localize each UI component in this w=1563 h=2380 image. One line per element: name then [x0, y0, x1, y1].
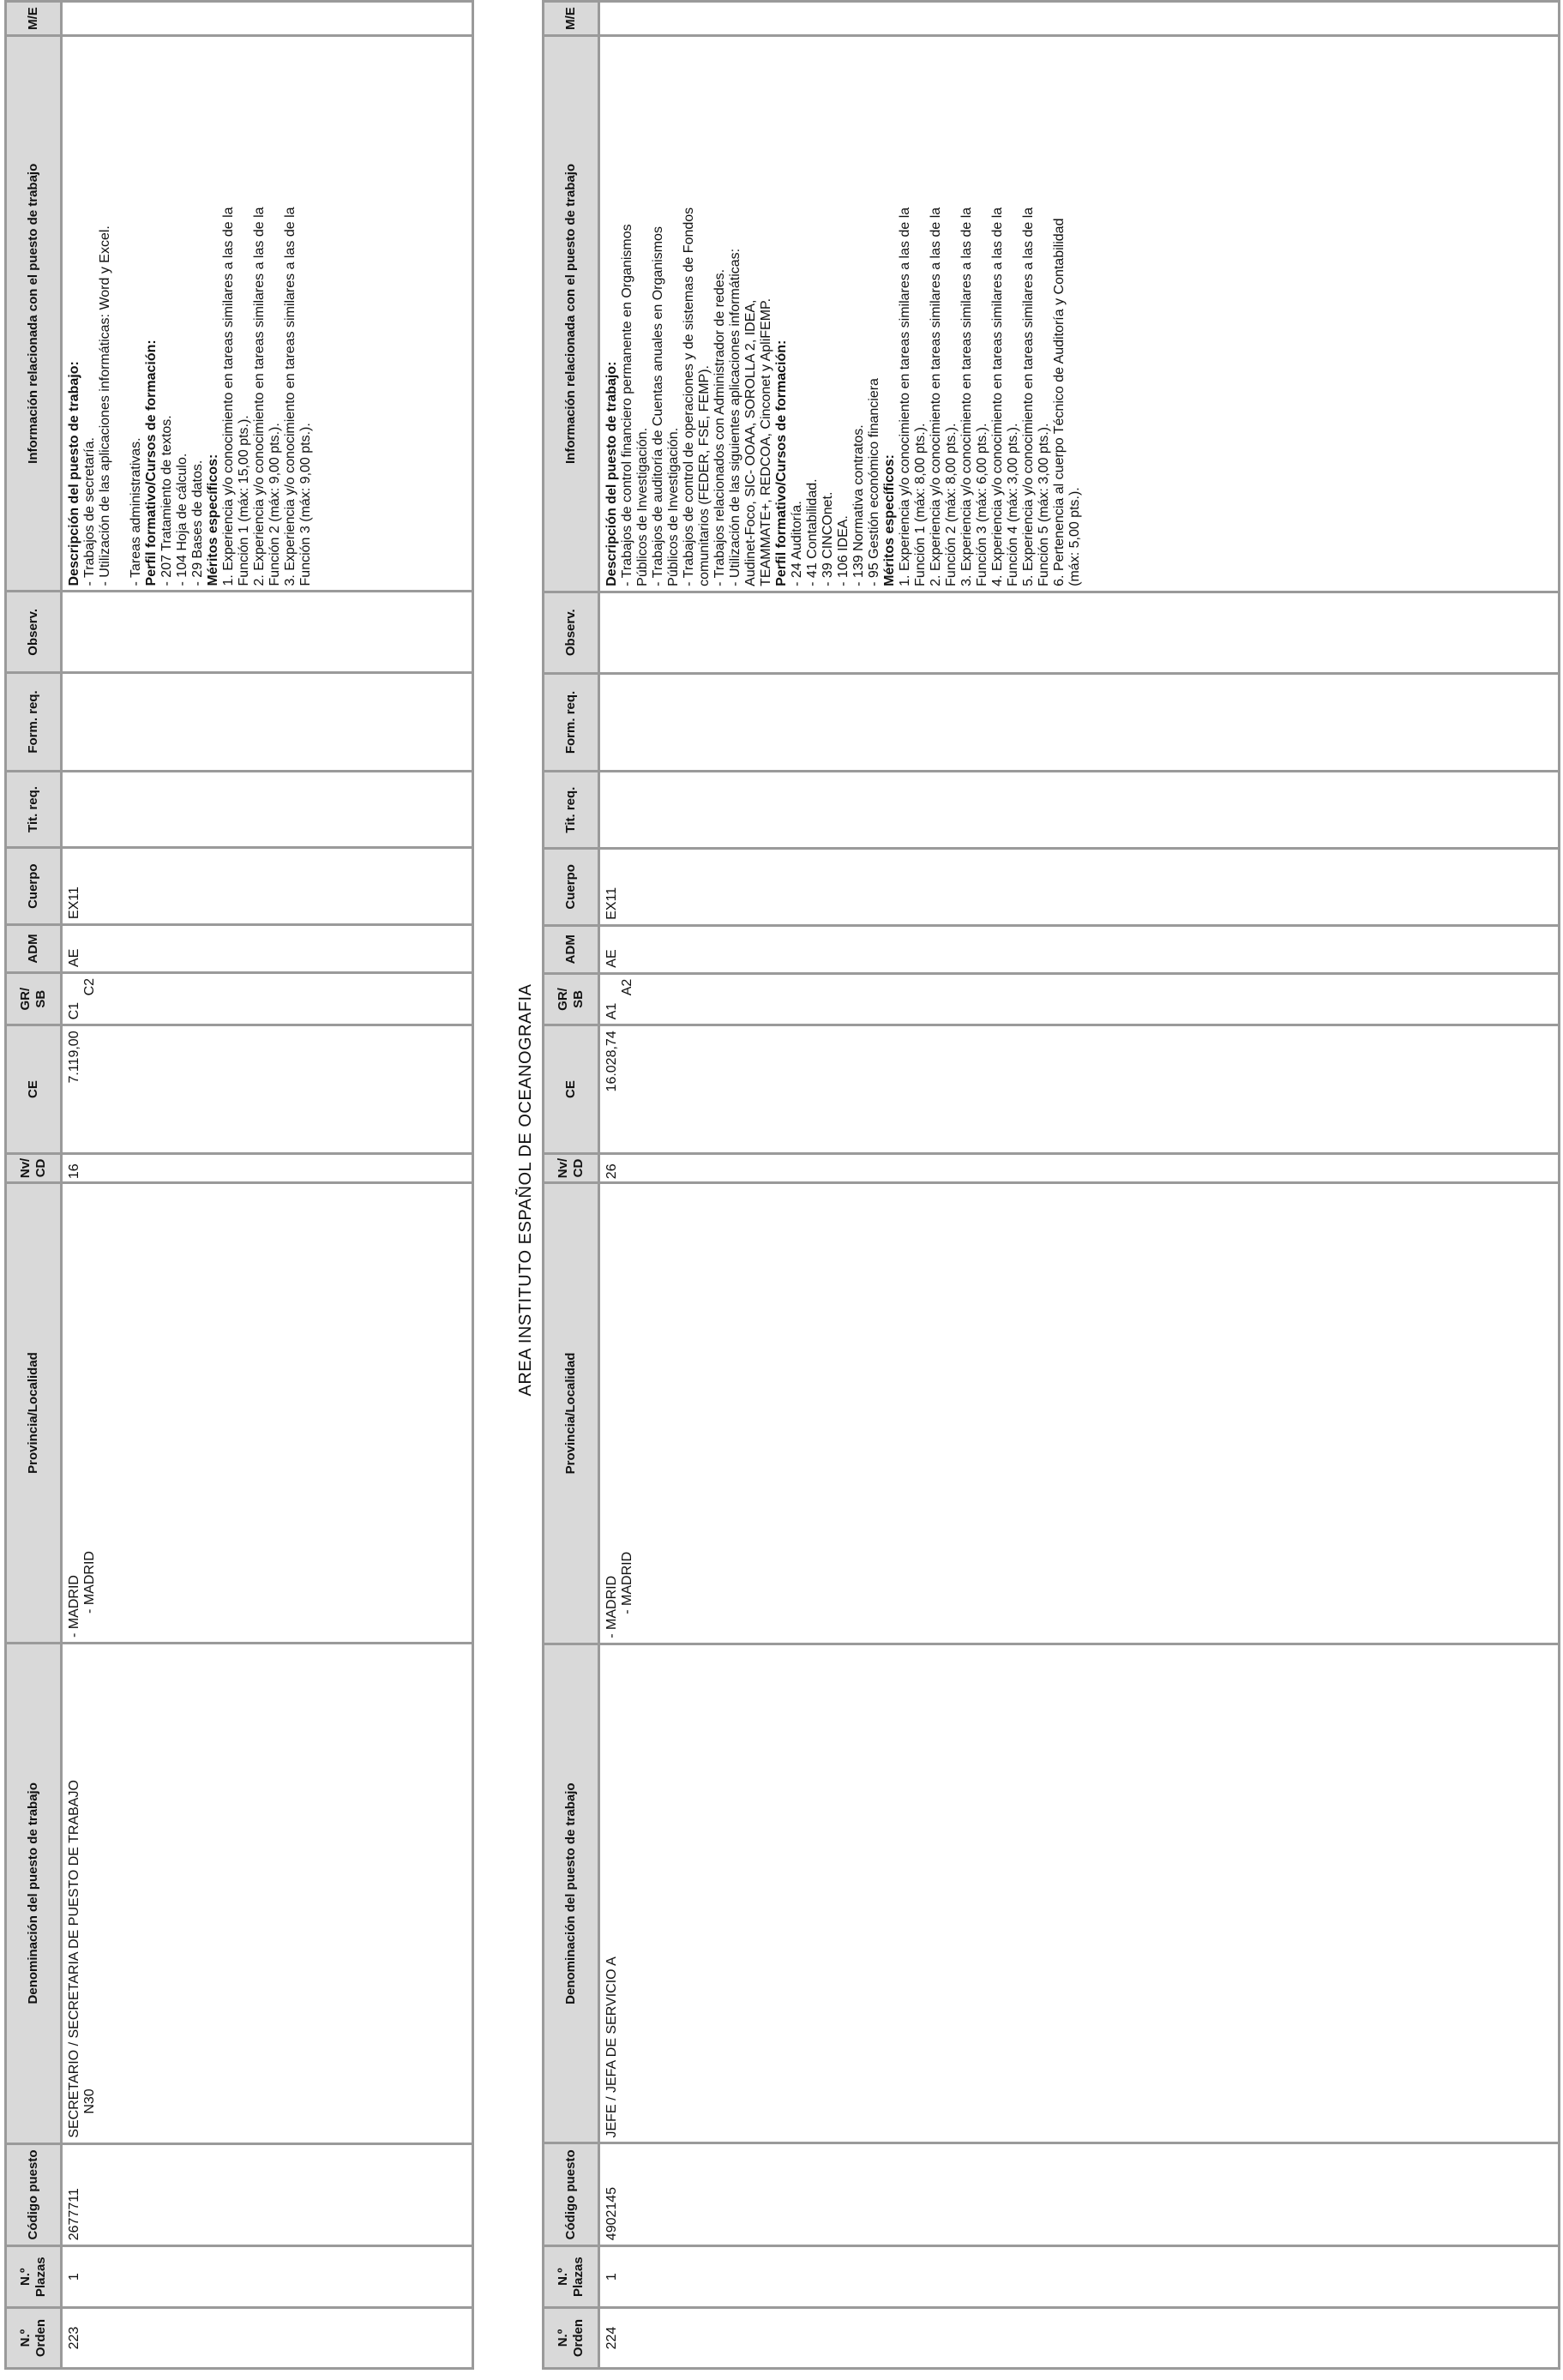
header-observ: Observ. [544, 592, 599, 673]
cell-provincia: - MADRID - MADRID [62, 1183, 473, 1644]
header-ce: CE [6, 1025, 62, 1153]
header-plazas: N.º Plazas [6, 2246, 62, 2308]
info-line: comunitarios (FEDER, FSE, FEMP). [697, 365, 712, 586]
info-section-heading: Descripción del puesto de trabajo: [67, 361, 81, 586]
header-provincia: Provincia/Localidad [6, 1183, 62, 1644]
header-cuerpo: Cuerpo [544, 848, 599, 925]
info-section-heading: Perfil formativo/Cursos de formación: [774, 340, 789, 586]
info-line: - 139 Normativa contratos. [851, 424, 866, 586]
position-table-223 [4, 0, 474, 2370]
info-section-heading: Méritos específicos: [882, 454, 897, 586]
info-line: - 39 CINCOnet. [821, 491, 835, 586]
info-line: 6. Pertenencia al cuerpo Técnico de Auditoría y Contabilidad [1052, 218, 1067, 586]
cell-codigo: 2677711 [62, 2143, 473, 2246]
info-line: Función 2 (máx: 9,00 pts.). [268, 423, 282, 586]
cell-codigo: 4902145 [599, 2143, 1560, 2246]
header-adm: ADM [544, 925, 599, 973]
info-line: Función 3 (máx: 9,00 pts.). [298, 423, 313, 586]
header-ce: CE [544, 1025, 599, 1154]
header-titreq: Tit. req. [544, 772, 599, 849]
header-me: M/E [544, 2, 599, 36]
info-section-heading: Descripción del puesto de trabajo: [604, 361, 619, 586]
cell-grsb: C1 C2 [62, 972, 473, 1025]
header-adm: ADM [6, 925, 62, 973]
cell-observ [599, 592, 1560, 673]
header-grsb: GR/ SB [544, 973, 599, 1025]
header-plazas: N.º Plazas [544, 2246, 599, 2308]
header-cuerpo: Cuerpo [6, 848, 62, 925]
cell-ce: 16.028,74 [599, 1025, 1560, 1154]
header-row [6, 2, 62, 2369]
cell-nvcd: 26 [599, 1153, 1560, 1182]
info-section-heading: Perfil formativo/Cursos de formación: [144, 340, 159, 586]
header-codigo: Código puesto [544, 2143, 599, 2246]
info-line: Audinet-Foco, SIC- OOAA, SOROLLA 2, IDEA, [743, 299, 758, 586]
info-line: - 95 Gestión económico financiera [867, 378, 881, 586]
info-line: 3. Experiencia y/o conocimiento en tareas similares a las de la [959, 207, 974, 586]
header-formreq: Form. req. [6, 673, 62, 771]
info-line: 1. Experiencia y/o conocimiento en tareas similares a las de la [221, 207, 236, 586]
area-title: AREA INSTITUTO ESPAÑOL DE OCEANOGRAFIA [516, 983, 535, 1397]
cell-formreq [62, 673, 473, 771]
info-line: - Trabajos relacionados con Administrador de redes. [712, 268, 727, 586]
info-line: 5. Experiencia y/o conocimiento en tareas similares a las de la [1021, 207, 1036, 586]
info-line: 2. Experiencia y/o conocimiento en tareas similares a las de la [929, 207, 943, 586]
cell-orden: 223 [62, 2308, 473, 2369]
cell-formreq [599, 673, 1560, 772]
info-line: - 41 Contabilidad. [805, 478, 820, 586]
cell-denominacion: JEFE / JEFA DE SERVICIO A [599, 1644, 1560, 2143]
table-row [62, 2, 473, 2369]
info-line: 4. Experiencia y/o conocimiento en tareas similares a las de la [990, 207, 1005, 586]
header-orden: N.º Orden [6, 2308, 62, 2369]
cell-observ [62, 592, 473, 673]
info-line: Función 5 (máx: 3,00 pts.). [1037, 423, 1051, 586]
info-line: Públicos de Investigación. [635, 427, 650, 586]
cell-info [599, 36, 1560, 592]
info-line: 3. Experiencia y/o conocimiento en tareas similares a las de la [283, 207, 298, 586]
cell-info [62, 36, 473, 592]
header-formreq: Form. req. [544, 673, 599, 772]
info-line: Públicos de Investigación. [666, 427, 681, 586]
info-line: - Trabajos de secretaría. [82, 437, 97, 586]
info-line: - 104 Hoja de cálculo. [175, 453, 189, 586]
header-orden: N.º Orden [544, 2308, 599, 2369]
info-line: - Trabajos de control de operaciones y de sistemas de Fondos [682, 207, 696, 586]
cell-cuerpo: EX11 [62, 848, 473, 925]
info-line: Función 1 (máx: 8,00 pts.). [913, 423, 928, 586]
cell-grsb: A1 A2 [599, 973, 1560, 1025]
header-observ: Observ. [6, 592, 62, 673]
cell-cuerpo: EX11 [599, 848, 1560, 925]
header-info: Información relacionada con el puesto de trabajo [544, 36, 599, 592]
header-nvcd: Nv/ CD [6, 1153, 62, 1182]
info-line: (máx: 5,00 pts.). [1067, 487, 1082, 586]
cell-denominacion: SECRETARIO / SECRETARIA DE PUESTO DE TRABAJO N30 [62, 1643, 473, 2143]
cell-provincia: - MADRID - MADRID [599, 1183, 1560, 1644]
position-table-224 [542, 0, 1560, 2370]
info-line: - 29 Bases de datos. [190, 460, 205, 586]
info-section-heading: Méritos específicos: [206, 454, 220, 586]
header-nvcd: Nv/ CD [544, 1153, 599, 1182]
cell-plazas: 1 [599, 2246, 1560, 2308]
info-line [113, 41, 129, 586]
info-line: - Utilización de las aplicaciones informáticas: Word y Excel. [98, 225, 112, 586]
header-me: M/E [6, 2, 62, 36]
header-grsb: GR/ SB [6, 972, 62, 1025]
info-line: - 24 Auditoría. [790, 501, 804, 586]
table-row [599, 2, 1560, 2369]
cell-ce: 7.119,00 [62, 1025, 473, 1153]
cell-titreq [599, 772, 1560, 849]
info-line: Función 2 (máx: 8,00 pts.). [944, 423, 959, 586]
cell-plazas: 1 [62, 2246, 473, 2308]
info-line: - Trabajos de control financiero permanente en Organismos [620, 224, 634, 586]
header-codigo: Código puesto [6, 2143, 62, 2246]
header-row [544, 2, 599, 2369]
info-line: - Utilización de las siguientes aplicaciones informáticas: [728, 248, 742, 586]
info-line: - Tareas administrativas. [129, 437, 143, 586]
cell-orden: 224 [599, 2308, 1560, 2369]
info-line: - Trabajos de auditoría de Cuentas anuales en Organismos [651, 226, 665, 586]
info-line: TEAMMATE+, REDCOA, Cinconet y ApliFEMP. [759, 298, 773, 586]
cell-me [62, 2, 473, 36]
header-provincia: Provincia/Localidad [544, 1183, 599, 1644]
header-denominacion: Denominación del puesto de trabajo [544, 1644, 599, 2143]
info-line: - 207 Tratamiento de textos. [159, 415, 174, 586]
cell-adm: AE [62, 925, 473, 973]
cell-titreq [62, 771, 473, 848]
cell-nvcd: 16 [62, 1153, 473, 1182]
info-line: - 106 IDEA. [836, 515, 851, 586]
header-denominacion: Denominación del puesto de trabajo [6, 1643, 62, 2143]
info-line: Función 3 (máx: 6,00 pts.). [975, 423, 989, 586]
header-titreq: Tit. req. [6, 771, 62, 848]
info-line: 2. Experiencia y/o conocimiento en tareas similares a las de la [252, 207, 267, 586]
cell-me [599, 2, 1560, 36]
info-line: Función 4 (máx: 3,00 pts.). [1006, 423, 1020, 586]
info-line: 1. Experiencia y/o conocimiento en tareas similares a las de la [898, 207, 912, 586]
header-info: Información relacionada con el puesto de trabajo [6, 36, 62, 592]
cell-adm: AE [599, 925, 1560, 973]
info-line: Función 1 (máx: 15,00 pts.). [237, 415, 251, 586]
